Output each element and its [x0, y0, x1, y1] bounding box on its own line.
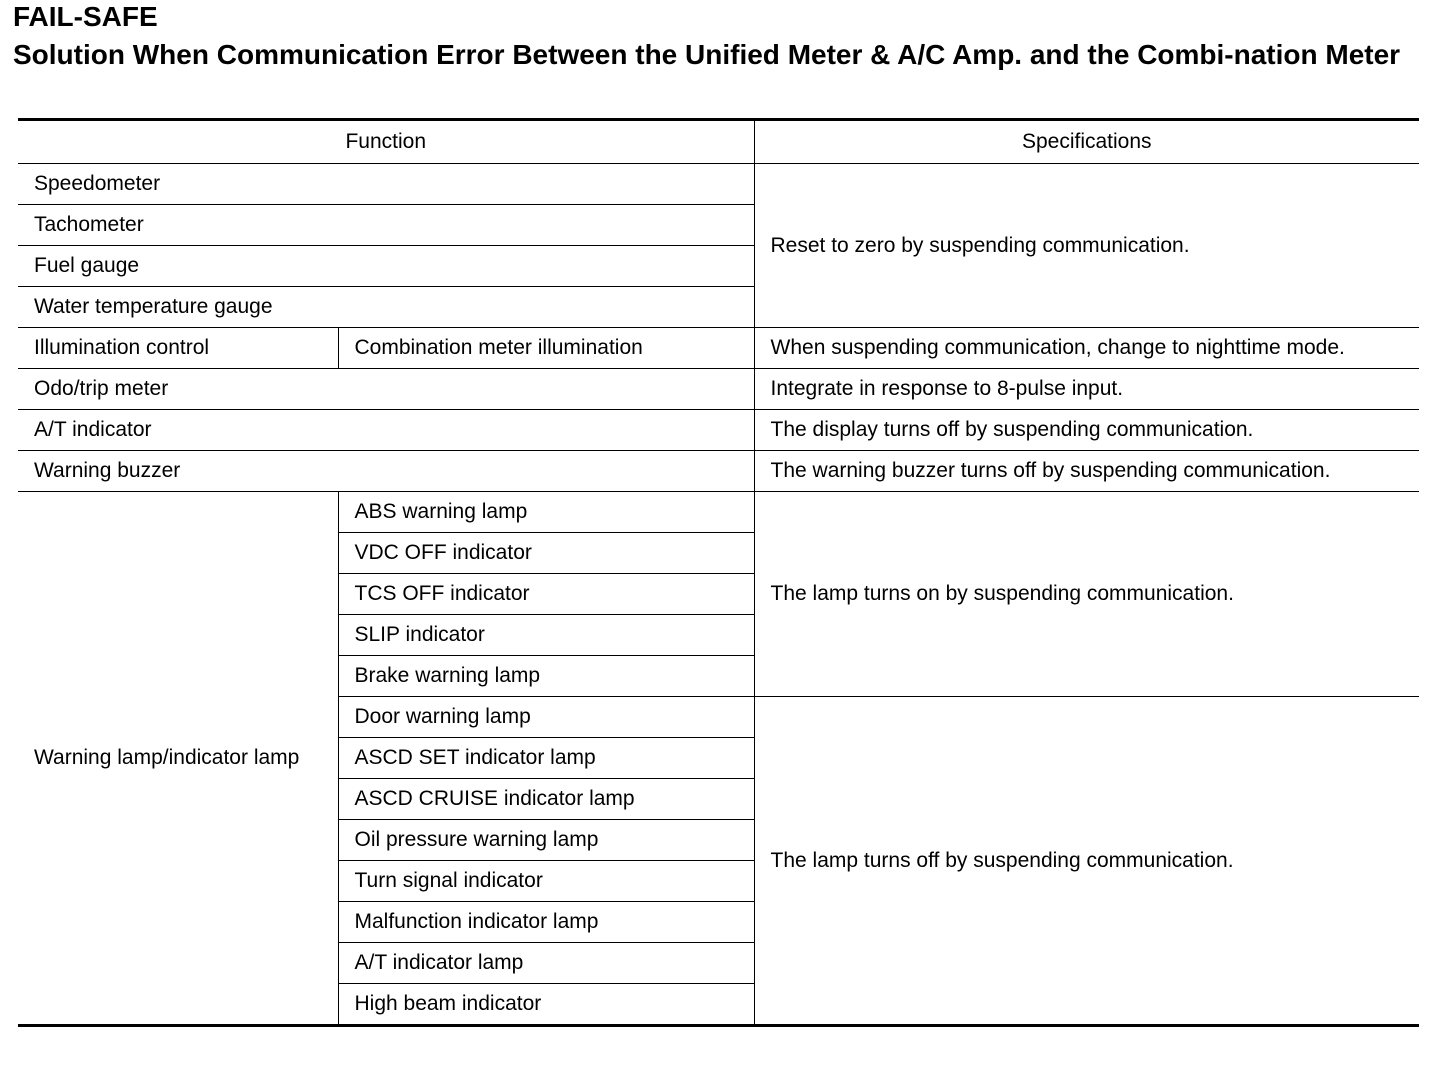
table-row — [18, 492, 1419, 533]
lamp-door-warning: Door warning lamp — [338, 697, 754, 738]
lamp-turn-signal: Turn signal indicator — [338, 861, 754, 902]
function-illumination-control: Illumination control — [18, 328, 338, 369]
function-combination-meter-illumination: Combination meter illumination — [338, 328, 754, 369]
lamp-ascd-set: ASCD SET indicator lamp — [338, 738, 754, 779]
lamp-slip: SLIP indicator — [338, 615, 754, 656]
function-odo-trip-meter: Odo/trip meter — [18, 369, 754, 410]
lamp-malfunction-indicator: Malfunction indicator lamp — [338, 902, 754, 943]
spec-gauges: Reset to zero by suspending communication. — [754, 164, 1419, 328]
function-fuel-gauge: Fuel gauge — [18, 246, 754, 287]
fail-safe-table — [18, 118, 1419, 1027]
lamp-tcs-off: TCS OFF indicator — [338, 574, 754, 615]
function-tachometer: Tachometer — [18, 205, 754, 246]
table-header-row — [18, 120, 1419, 164]
table-row — [18, 451, 1419, 492]
function-speedometer: Speedometer — [18, 164, 754, 205]
spec-lamps-on: The lamp turns on by suspending communication. — [754, 492, 1419, 697]
lamp-abs-warning: ABS warning lamp — [338, 492, 754, 533]
lamp-brake-warning: Brake warning lamp — [338, 656, 754, 697]
lamp-at-indicator: A/T indicator lamp — [338, 943, 754, 984]
section-heading: FAIL-SAFE — [13, 1, 158, 32]
spec-odo-trip-meter: Integrate in response to 8-pulse input. — [754, 369, 1419, 410]
table-row — [18, 410, 1419, 451]
lamp-high-beam: High beam indicator — [338, 984, 754, 1026]
spec-lamps-off: The lamp turns off by suspending communication. — [754, 697, 1419, 1026]
function-water-temperature-gauge: Water temperature gauge — [18, 287, 754, 328]
column-header-specifications: Specifications — [754, 120, 1419, 164]
spec-illumination: When suspending communication, change to nighttime mode. — [754, 328, 1419, 369]
table-row — [18, 369, 1419, 410]
column-header-function: Function — [18, 120, 754, 164]
spec-warning-buzzer: The warning buzzer turns off by suspending communication. — [754, 451, 1419, 492]
table-row — [18, 328, 1419, 369]
page-subheading: Solution When Communication Error Between the Unified Meter & A/C Amp. and the Combi-nation Meter — [13, 39, 1401, 70]
spec-at-indicator: The display turns off by suspending communication. — [754, 410, 1419, 451]
lamp-ascd-cruise: ASCD CRUISE indicator lamp — [338, 779, 754, 820]
function-warning-lamp-group: Warning lamp/indicator lamp — [18, 492, 338, 1026]
lamp-oil-pressure: Oil pressure warning lamp — [338, 820, 754, 861]
function-at-indicator: A/T indicator — [18, 410, 754, 451]
function-warning-buzzer: Warning buzzer — [18, 451, 754, 492]
table-row — [18, 164, 1419, 205]
lamp-vdc-off: VDC OFF indicator — [338, 533, 754, 574]
